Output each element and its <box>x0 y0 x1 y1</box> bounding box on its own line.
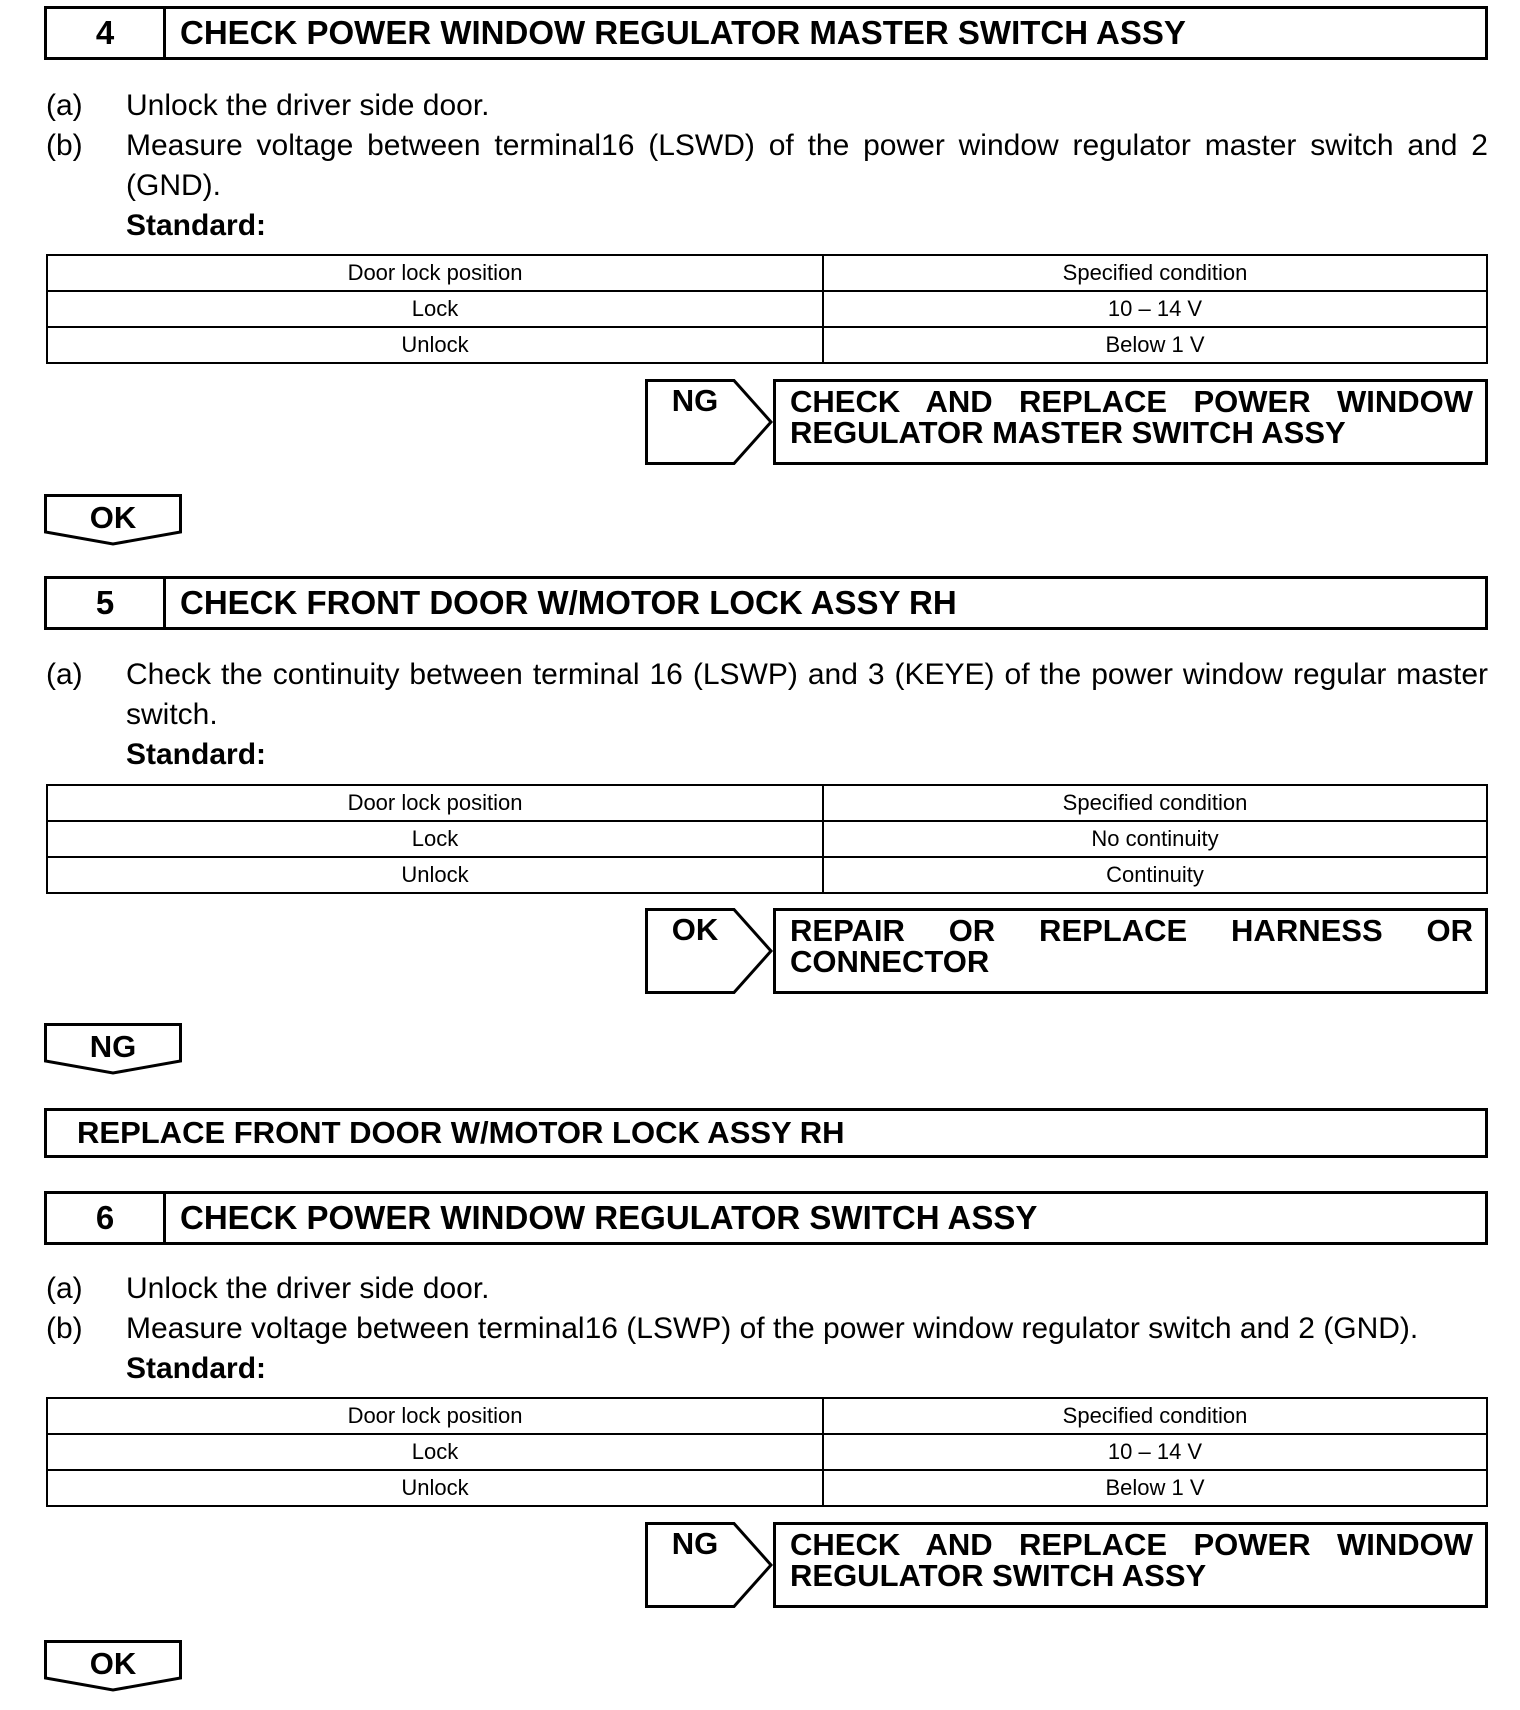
step-title: CHECK POWER WINDOW REGULATOR MASTER SWITCH ASSY <box>180 14 1186 51</box>
instruction-b-label: (b) <box>46 129 83 162</box>
tab-label: OK <box>89 500 137 535</box>
table-cell: Lock <box>47 1434 823 1470</box>
table-cell: Unlock <box>47 857 823 893</box>
step-number: 4 <box>47 9 166 57</box>
table-row <box>47 291 1487 327</box>
table-row <box>47 821 1487 857</box>
table-row <box>47 327 1487 363</box>
standard-label: Standard: <box>126 738 267 771</box>
branch-action-box <box>773 908 1488 994</box>
branch-arrow <box>645 379 773 465</box>
table-cell: 10 – 14 V <box>823 1434 1487 1470</box>
step-5-header <box>44 576 1488 630</box>
branch-action-box <box>773 1522 1488 1608</box>
table-header-row <box>47 255 1487 291</box>
final-action-box: REPLACE FRONT DOOR W/MOTOR LOCK ASSY RH <box>44 1108 1488 1158</box>
table-header: Specified condition <box>823 785 1487 821</box>
table-cell: Below 1 V <box>823 327 1487 363</box>
standard-table <box>46 1397 1488 1507</box>
next-step-tab <box>44 1023 182 1075</box>
branch-arrow <box>645 908 773 994</box>
table-row <box>47 1470 1487 1506</box>
instruction-text: Measure voltage between terminal16 (LSWP) of the power window regulator switch and 2 (GND). <box>126 1312 1419 1345</box>
instruction-b <box>46 1309 1418 1349</box>
table-cell: Continuity <box>823 857 1487 893</box>
step-title: CHECK POWER WINDOW REGULATOR SWITCH ASSY <box>180 1199 1038 1236</box>
step-4-header <box>44 6 1488 60</box>
action-line-2: REGULATOR SWITCH ASSY <box>790 1558 1207 1593</box>
table-header: Specified condition <box>823 1398 1487 1434</box>
standard-label: Standard: <box>126 209 267 242</box>
table-row <box>47 1434 1487 1470</box>
standard-label: Standard: <box>126 1352 267 1385</box>
table-header: Door lock position <box>47 785 823 821</box>
instruction-label: (b) <box>46 1312 83 1345</box>
step-6-header <box>44 1191 1488 1245</box>
instruction-text: Unlock the driver side door. <box>126 1272 490 1305</box>
table-cell: 10 – 14 V <box>823 291 1487 327</box>
table-row <box>47 857 1487 893</box>
tab-label: NG <box>89 1029 137 1064</box>
branch-label: NG <box>671 1526 719 1561</box>
next-step-tab <box>44 1640 182 1692</box>
standard-table <box>46 784 1488 894</box>
table-header-row <box>47 785 1487 821</box>
table-header: Door lock position <box>47 255 823 291</box>
action-line-1: CHECK AND REPLACE POWER WINDOW <box>790 384 1473 419</box>
branch-arrow <box>645 1522 773 1608</box>
table-cell: Unlock <box>47 327 823 363</box>
branch-action-box <box>773 379 1488 465</box>
instruction-a-label: (a) <box>46 658 83 691</box>
instruction-label: (a) <box>46 89 83 122</box>
branch-label: NG <box>671 383 719 418</box>
step-number: 6 <box>47 1194 166 1242</box>
table-cell: Below 1 V <box>823 1470 1487 1506</box>
action-line-2: REGULATOR MASTER SWITCH ASSY <box>790 415 1346 450</box>
instruction-label: (a) <box>46 1272 83 1305</box>
next-step-tab <box>44 494 182 546</box>
tab-label: OK <box>89 1646 137 1681</box>
table-cell: Lock <box>47 821 823 857</box>
instruction-text: Unlock the driver side door. <box>126 89 490 122</box>
table-cell: No continuity <box>823 821 1487 857</box>
action-line-2: CONNECTOR <box>790 944 990 979</box>
step-number: 5 <box>47 579 166 627</box>
instruction-a-text: Check the continuity between terminal 16 (LSWP) and 3 (KEYE) of the power window regular master switch. <box>126 658 1488 731</box>
action-line-1: REPAIR OR REPLACE HARNESS OR <box>790 913 1473 948</box>
standard-table <box>46 254 1488 364</box>
table-cell: Unlock <box>47 1470 823 1506</box>
table-header-row <box>47 1398 1487 1434</box>
table-header: Specified condition <box>823 255 1487 291</box>
instruction-a <box>46 1269 490 1309</box>
table-cell: Lock <box>47 291 823 327</box>
step-title: CHECK FRONT DOOR W/MOTOR LOCK ASSY RH <box>180 584 957 621</box>
table-header: Door lock position <box>47 1398 823 1434</box>
instruction-a <box>46 86 490 126</box>
instruction-b-text: Measure voltage between terminal16 (LSWD) of the power window regulator master switch and 2 (GND). <box>126 129 1488 202</box>
action-line-1: CHECK AND REPLACE POWER WINDOW <box>790 1527 1473 1562</box>
branch-label: OK <box>671 912 719 947</box>
